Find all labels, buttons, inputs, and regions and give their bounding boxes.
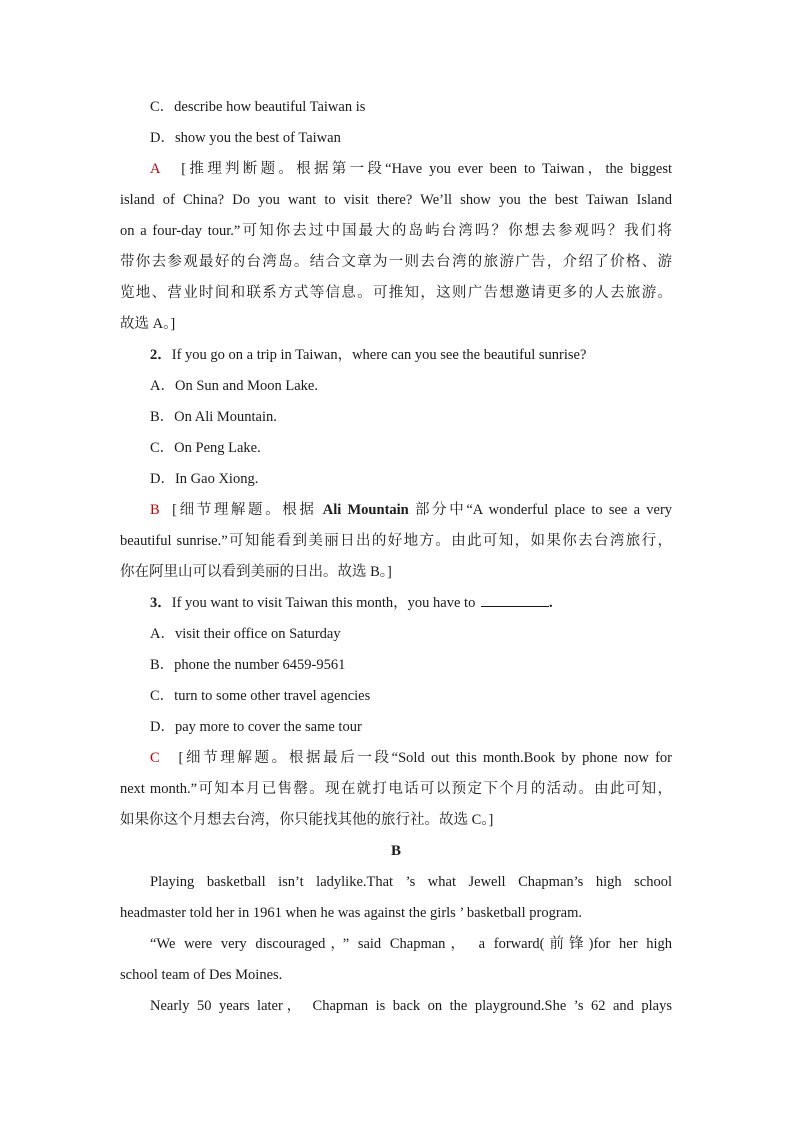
answer-1-line-6: 故选 A。] xyxy=(120,316,176,332)
answer-2-line-1 xyxy=(120,495,672,526)
answer-text-bold: Ali Mountain xyxy=(322,502,409,518)
question-text: If you go on a trip in Taiwan，where can you see the beautiful sunrise? xyxy=(171,347,587,363)
question-number: 3． xyxy=(150,595,172,611)
answer-text: [细节理解题。根据最后一段“Sold out this month.Book by phone now for xyxy=(178,750,672,766)
paragraph-3-line-1: Nearly 50 years later， Chapman is back on the playground.She ’s 62 and plays xyxy=(150,998,672,1014)
option-d-q2: D．In Gao Xiong. xyxy=(150,471,259,487)
paragraph-2-line-1: “We were very discouraged，” said Chapman， a forward(前锋)for her high xyxy=(150,936,672,952)
answer-text: [推理判断题。根据第一段“Have you ever been to Taiwan，the biggest xyxy=(181,161,672,177)
option-d-q1: D．show you the best of Taiwan xyxy=(150,130,341,146)
answer-1-line-2: island of China? Do you want to visit there? We’ll show you the best Taiwan Island xyxy=(120,192,672,208)
option-a-q2: A．On Sun and Moon Lake. xyxy=(150,378,318,394)
option-c-q1: C．describe how beautiful Taiwan is xyxy=(150,99,366,115)
question-3: 3．If you want to visit Taiwan this month，you have to . xyxy=(120,588,672,619)
option-c-q2: C．On Peng Lake. xyxy=(150,440,261,456)
option-d-q3: D．pay more to cover the same tour xyxy=(150,719,362,735)
answer-3-line-2: next month.”可知本月已售罄。现在就打电话可以预定下个月的活动。由此可知， xyxy=(120,781,672,797)
paragraph-1-line-1: Playing basketball isn’t ladylike.That ’s what Jewell Chapman’s high school xyxy=(150,874,672,890)
answer-text-pre: [细节理解题。根据 xyxy=(172,502,323,518)
answer-blank xyxy=(481,592,549,607)
document-body xyxy=(120,92,672,1022)
answer-1-line-4: 带你去参观最好的台湾岛。结合文章为一则去台湾的旅游广告，介绍了价格、游 xyxy=(120,254,672,270)
paragraph-1-line-2: headmaster told her in 1961 when he was against the girls ’ basketball program. xyxy=(120,905,582,921)
answer-letter: B xyxy=(150,502,160,518)
answer-1-line-1 xyxy=(120,154,672,185)
section-letter: B xyxy=(390,843,401,859)
answer-letter: A xyxy=(150,161,161,177)
answer-3-line-3: 如果你这个月想去台湾，你只能找其他的旅行社。故选 C。] xyxy=(120,812,494,828)
answer-1-line-5: 览地、营业时间和联系方式等信息。可推知，这则广告想邀请更多的人去旅游。 xyxy=(120,285,672,301)
question-2 xyxy=(120,340,672,371)
question-number: 2． xyxy=(150,347,172,363)
answer-1-line-3: on a four-day tour.”可知你去过中国最大的岛屿台湾吗？你想去参观吗？我们将 xyxy=(120,223,672,239)
option-b-q3: B．phone the number 6459-9561 xyxy=(150,657,346,673)
answer-letter: C xyxy=(150,750,160,766)
answer-3-line-1 xyxy=(120,743,672,774)
option-b-q2: B．On Ali Mountain. xyxy=(150,409,277,425)
paragraph-2-line-2: school team of Des Moines. xyxy=(120,967,283,983)
section-heading xyxy=(120,836,672,867)
question-text: If you want to visit Taiwan this month，you have to xyxy=(171,595,476,611)
answer-2-line-2: beautiful sunrise.”可知能看到美丽日出的好地方。由此可知，如果你去台湾旅行， xyxy=(120,533,672,549)
option-c-q3: C．turn to some other travel agencies xyxy=(150,688,371,704)
answer-text-post: 部分中“A wonderful place to see a very xyxy=(408,502,672,518)
answer-2-line-3: 你在阿里山可以看到美丽的日出。故选 B。] xyxy=(120,564,392,580)
option-a-q3: A．visit their office on Saturday xyxy=(150,626,341,642)
